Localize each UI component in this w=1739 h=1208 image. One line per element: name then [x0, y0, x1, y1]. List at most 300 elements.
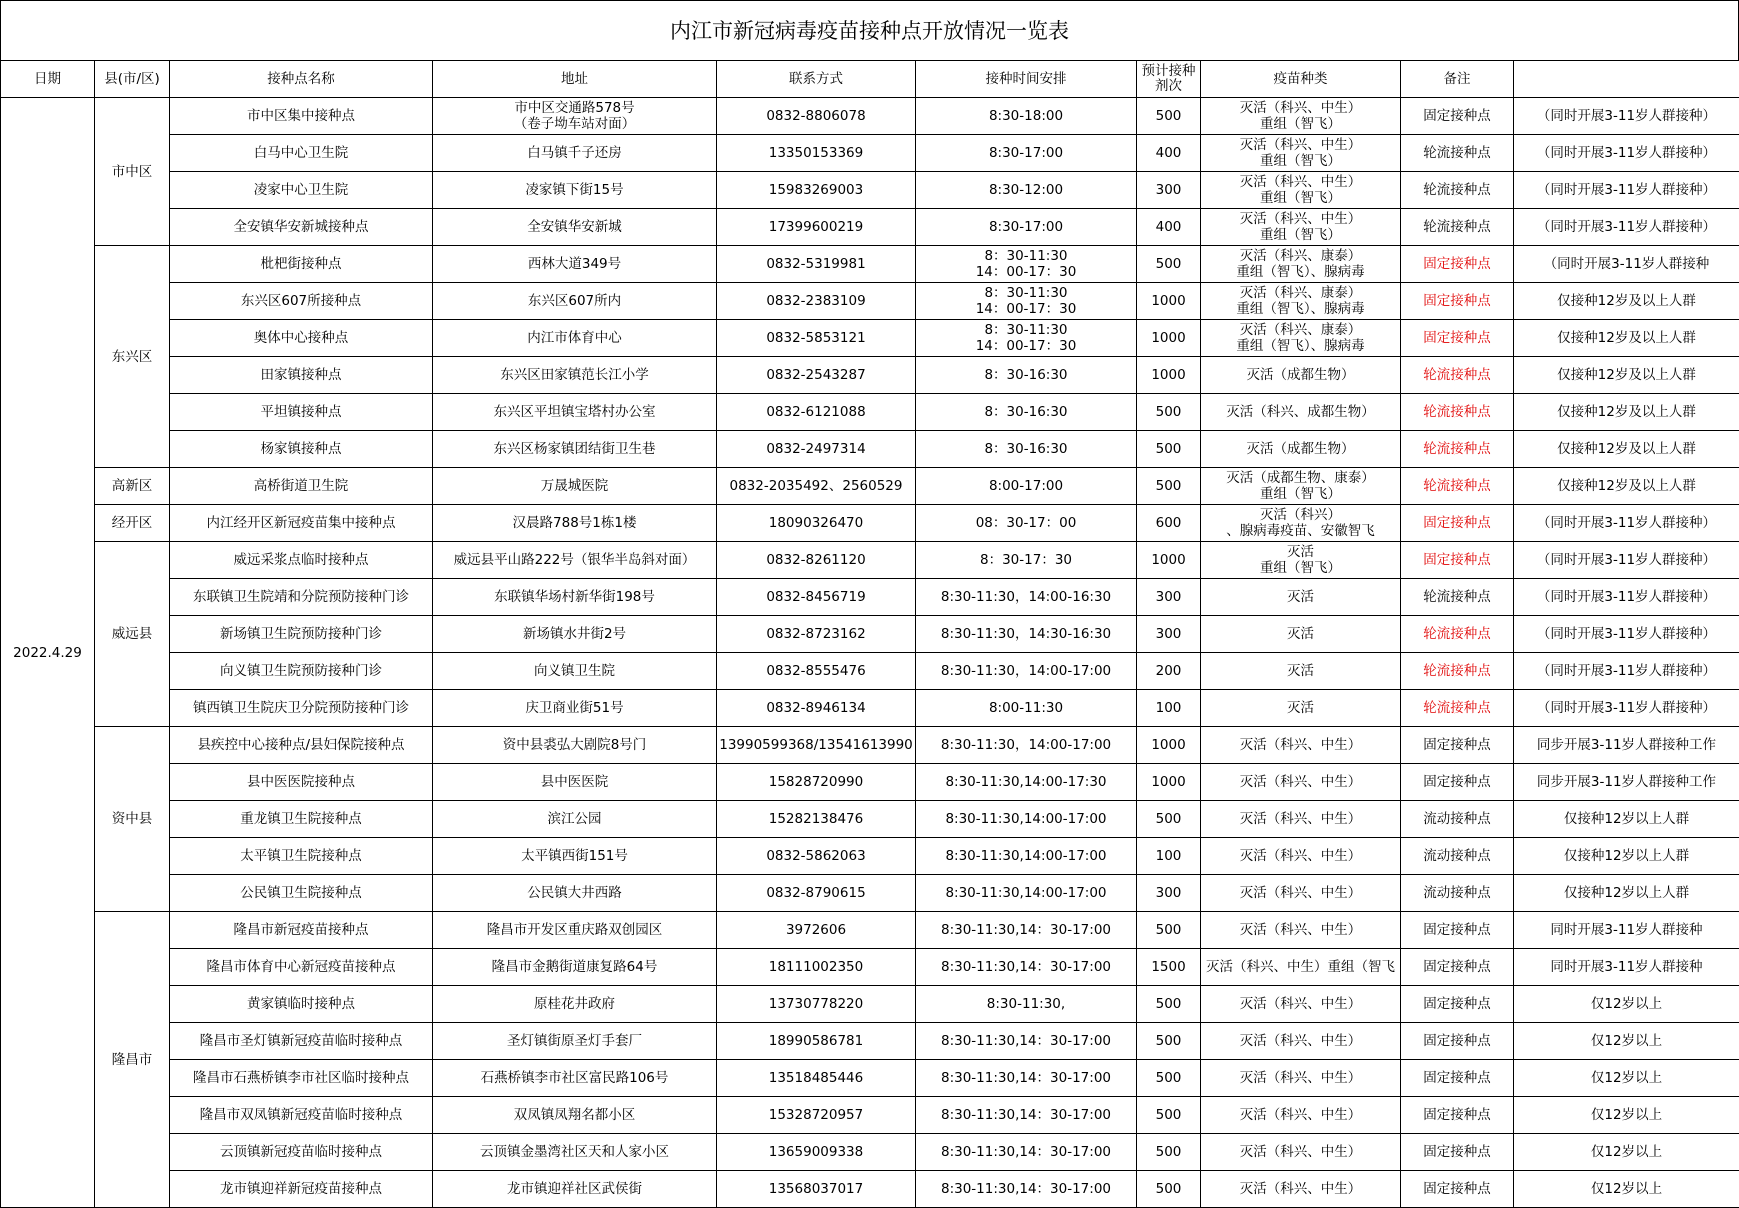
- doses-cell: 500: [1137, 468, 1201, 505]
- time-cell: [916, 505, 1137, 542]
- table-row: [1, 912, 1739, 949]
- address-cell-line: 龙市镇迎祥社区武侯街: [433, 1181, 716, 1197]
- address-cell-line: 太平镇西街151号: [433, 848, 716, 864]
- time-cell: [916, 431, 1137, 468]
- site-name-cell: 重龙镇卫生院接种点: [170, 801, 433, 838]
- address-cell-line: 隆昌市开发区重庆路双创园区: [433, 922, 716, 938]
- vaccine-cell-line: 重组（智飞）: [1201, 116, 1400, 132]
- note-cell: 仅接种12岁及以上人群: [1514, 320, 1739, 357]
- doses-cell: 500: [1137, 1023, 1201, 1060]
- time-cell: [916, 172, 1137, 209]
- site-name-cell: 龙市镇迎祥新冠疫苗接种点: [170, 1171, 433, 1208]
- address-cell-line: 万晟城医院: [433, 478, 716, 494]
- address-cell-line: 公民镇大井西路: [433, 885, 716, 901]
- note-cell: （同时开展3-11岁人群接种）: [1514, 579, 1739, 616]
- time-cell: [916, 209, 1137, 246]
- note-cell: 仅12岁以上: [1514, 1023, 1739, 1060]
- time-cell: [916, 357, 1137, 394]
- phone-cell: 18111002350: [717, 949, 916, 986]
- time-cell: [916, 653, 1137, 690]
- header-cell: 接种点名称: [170, 61, 433, 98]
- address-cell: [433, 727, 717, 764]
- address-cell-line: 东兴区607所内: [433, 293, 716, 309]
- vaccine-cell-line: 灭活（科兴、中生）: [1201, 1033, 1400, 1049]
- vaccine-cell-line: 灭活（成都生物）: [1201, 441, 1400, 457]
- address-cell-line: 汉晨路788号1栋1楼: [433, 515, 716, 531]
- time-cell: [916, 764, 1137, 801]
- time-cell-line: 8:30-11:30,14:00-17:00: [916, 811, 1136, 827]
- address-cell-line: 东兴区田家镇范长江小学: [433, 367, 716, 383]
- time-cell: [916, 394, 1137, 431]
- address-cell: [433, 986, 717, 1023]
- address-cell-line: （卷子坳车站对面）: [433, 116, 716, 132]
- table-row: [1, 690, 1739, 727]
- site-type-cell: 轮流接种点: [1401, 468, 1514, 505]
- address-cell: [433, 1023, 717, 1060]
- note-cell: 仅12岁以上: [1514, 1134, 1739, 1171]
- site-name-cell: 内江经开区新冠疫苗集中接种点: [170, 505, 433, 542]
- site-type-cell: 固定接种点: [1401, 912, 1514, 949]
- time-cell-line: 8：30-16:30: [916, 404, 1136, 420]
- time-cell-line: 8:30-11:30,14：30-17:00: [916, 1181, 1136, 1197]
- vaccine-cell: [1201, 135, 1401, 172]
- vaccine-cell-line: 灭活（成都生物）: [1201, 367, 1400, 383]
- table-row: [1, 801, 1739, 838]
- site-name-cell: 全安镇华安新城接种点: [170, 209, 433, 246]
- table-row: [1, 135, 1739, 172]
- table-row: [1, 1060, 1739, 1097]
- time-cell: [916, 283, 1137, 320]
- note-cell: 仅接种12岁及以上人群: [1514, 357, 1739, 394]
- vaccine-cell-line: 灭活（科兴、中生）: [1201, 1107, 1400, 1123]
- doses-cell: 400: [1137, 135, 1201, 172]
- address-cell: [433, 912, 717, 949]
- phone-cell: 15828720990: [717, 764, 916, 801]
- phone-cell: 0832-8261120: [717, 542, 916, 579]
- phone-cell: 0832-8555476: [717, 653, 916, 690]
- address-cell: [433, 801, 717, 838]
- time-cell-line: 8:30-11:30,14:00-17:00: [916, 885, 1136, 901]
- time-cell-line: 08：30-17：00: [916, 515, 1136, 531]
- address-cell: [433, 1060, 717, 1097]
- table-row: [1, 172, 1739, 209]
- doses-cell: 300: [1137, 172, 1201, 209]
- vaccine-cell-line: 重组（智飞）: [1201, 190, 1400, 206]
- time-cell: [916, 579, 1137, 616]
- doses-cell: 500: [1137, 1097, 1201, 1134]
- address-cell: [433, 542, 717, 579]
- vaccine-cell-line: 灭活: [1201, 544, 1400, 560]
- header-cell: 预计接种剂次: [1137, 61, 1201, 98]
- county-cell: 市中区: [95, 98, 170, 246]
- time-cell-line: 8:30-11:30，14:30-16:30: [916, 626, 1136, 642]
- time-cell: [916, 801, 1137, 838]
- table-row: [1, 505, 1739, 542]
- vaccine-cell-line: 灭活（科兴、中生）: [1201, 774, 1400, 790]
- doses-cell: 500: [1137, 431, 1201, 468]
- table-row: [1, 838, 1739, 875]
- vaccine-cell-line: 灭活（科兴、中生）: [1201, 885, 1400, 901]
- note-cell: （同时开展3-11岁人群接种）: [1514, 690, 1739, 727]
- vaccine-cell-line: 灭活（科兴、中生）: [1201, 848, 1400, 864]
- phone-cell: 18990586781: [717, 1023, 916, 1060]
- site-type-cell: 轮流接种点: [1401, 690, 1514, 727]
- time-cell-line: 14：00-17：30: [916, 301, 1136, 317]
- vaccine-cell-line: 灭活（科兴）: [1201, 507, 1400, 523]
- note-cell: （同时开展3-11岁人群接种）: [1514, 172, 1739, 209]
- address-cell: [433, 838, 717, 875]
- page-title: 内江市新冠病毒疫苗接种点开放情况一览表: [0, 0, 1739, 60]
- address-cell-line: 原桂花井政府: [433, 996, 716, 1012]
- note-cell: 仅接种12岁以上人群: [1514, 801, 1739, 838]
- site-name-cell: 市中区集中接种点: [170, 98, 433, 135]
- note-cell: 同步开展3-11岁人群接种工作: [1514, 727, 1739, 764]
- doses-cell: 1000: [1137, 542, 1201, 579]
- vaccine-cell-line: 重组（智飞）、腺病毒: [1201, 338, 1400, 354]
- note-cell: （同时开展3-11岁人群接种）: [1514, 135, 1739, 172]
- time-cell: [916, 727, 1137, 764]
- table-row: [1, 320, 1739, 357]
- address-cell-line: 新场镇水井街2号: [433, 626, 716, 642]
- address-cell-line: 东联镇华场村新华街198号: [433, 589, 716, 605]
- note-cell: （同时开展3-11岁人群接种: [1514, 246, 1739, 283]
- phone-cell: 13990599368/13541613990: [717, 727, 916, 764]
- note-cell: 同时开展3-11岁人群接种: [1514, 949, 1739, 986]
- phone-cell: 13518485446: [717, 1060, 916, 1097]
- address-cell-line: 隆昌市金鹅街道康复路64号: [433, 959, 716, 975]
- address-cell: [433, 616, 717, 653]
- note-cell: （同时开展3-11岁人群接种）: [1514, 653, 1739, 690]
- header-cell: [1514, 61, 1739, 98]
- vaccine-cell: [1201, 801, 1401, 838]
- address-cell: [433, 283, 717, 320]
- doses-cell: 1000: [1137, 764, 1201, 801]
- note-cell: 同时开展3-11岁人群接种: [1514, 912, 1739, 949]
- address-cell: [433, 653, 717, 690]
- address-cell-line: 东兴区平坦镇宝塔村办公室: [433, 404, 716, 420]
- vaccine-cell-line: 灭活（科兴、中生）: [1201, 811, 1400, 827]
- county-cell: 经开区: [95, 505, 170, 542]
- time-cell-line: 8:30-11:30,14：30-17:00: [916, 1033, 1136, 1049]
- site-name-cell: 白马中心卫生院: [170, 135, 433, 172]
- time-cell-line: 14：00-17：30: [916, 264, 1136, 280]
- vaccine-cell: [1201, 1097, 1401, 1134]
- note-cell: 仅12岁以上: [1514, 1097, 1739, 1134]
- table-row: [1, 542, 1739, 579]
- doses-cell: 300: [1137, 875, 1201, 912]
- table-row: [1, 986, 1739, 1023]
- vaccine-cell-line: 重组（智飞）: [1201, 153, 1400, 169]
- header-cell: 联系方式: [717, 61, 916, 98]
- vaccine-cell: [1201, 283, 1401, 320]
- vaccine-cell: [1201, 320, 1401, 357]
- note-cell: 仅接种12岁及以上人群: [1514, 283, 1739, 320]
- vaccine-cell: [1201, 542, 1401, 579]
- vaccine-cell: [1201, 579, 1401, 616]
- site-type-cell: 轮流接种点: [1401, 172, 1514, 209]
- time-cell-line: 8:30-11:30，14:00-17:00: [916, 737, 1136, 753]
- address-cell-line: 白马镇千子还房: [433, 145, 716, 161]
- vaccine-cell-line: 灭活: [1201, 700, 1400, 716]
- address-cell-line: 凌家镇下街15号: [433, 182, 716, 198]
- note-cell: （同时开展3-11岁人群接种）: [1514, 98, 1739, 135]
- site-type-cell: 轮流接种点: [1401, 135, 1514, 172]
- table-row: [1, 653, 1739, 690]
- vaccine-cell-line: 重组（智飞）: [1201, 560, 1400, 576]
- phone-cell: 0832-2383109: [717, 283, 916, 320]
- site-type-cell: 固定接种点: [1401, 949, 1514, 986]
- address-cell: [433, 431, 717, 468]
- table-row: [1, 949, 1739, 986]
- site-name-cell: 新场镇卫生院预防接种门诊: [170, 616, 433, 653]
- time-cell: [916, 986, 1137, 1023]
- time-cell-line: 8：30-11:30: [916, 285, 1136, 301]
- doses-cell: 100: [1137, 690, 1201, 727]
- doses-cell: 1000: [1137, 357, 1201, 394]
- header-cell: 接种时间安排: [916, 61, 1137, 98]
- time-cell: [916, 246, 1137, 283]
- doses-cell: 300: [1137, 616, 1201, 653]
- address-cell: [433, 505, 717, 542]
- time-cell-line: 8：30-17：30: [916, 552, 1136, 568]
- time-cell: [916, 1171, 1137, 1208]
- site-name-cell: 田家镇接种点: [170, 357, 433, 394]
- doses-cell: 300: [1137, 579, 1201, 616]
- vaccine-cell-line: 灭活（科兴、中生）: [1201, 1144, 1400, 1160]
- vaccine-cell: [1201, 431, 1401, 468]
- address-cell-line: 双凤镇凤翔名都小区: [433, 1107, 716, 1123]
- site-type-cell: 固定接种点: [1401, 320, 1514, 357]
- vaccine-cell-line: 灭活: [1201, 663, 1400, 679]
- time-cell: [916, 875, 1137, 912]
- time-cell-line: 8：30-11:30: [916, 248, 1136, 264]
- address-cell-line: 资中县裘弘大剧院8号门: [433, 737, 716, 753]
- table-row: [1, 431, 1739, 468]
- phone-cell: 0832-8723162: [717, 616, 916, 653]
- phone-cell: 0832-6121088: [717, 394, 916, 431]
- phone-cell: 13659009338: [717, 1134, 916, 1171]
- doses-cell: 600: [1137, 505, 1201, 542]
- vaccine-cell-line: 灭活（科兴、中生）: [1201, 1181, 1400, 1197]
- vaccine-cell-line: 重组（智飞）: [1201, 486, 1400, 502]
- time-cell-line: 8:00-11:30: [916, 700, 1136, 716]
- table-row: [1, 1171, 1739, 1208]
- doses-cell: 1500: [1137, 949, 1201, 986]
- time-cell-line: 8:30-11:30，14:00-16:30: [916, 589, 1136, 605]
- header-cell: 日期: [1, 61, 95, 98]
- site-name-cell: 杨家镇接种点: [170, 431, 433, 468]
- time-cell-line: 8：30-16:30: [916, 441, 1136, 457]
- phone-cell: 0832-8456719: [717, 579, 916, 616]
- site-name-cell: 县疾控中心接种点/县妇保院接种点: [170, 727, 433, 764]
- vaccine-cell-line: 、腺病毒疫苗、安徽智飞: [1201, 523, 1400, 539]
- time-cell-line: 8:30-11:30,14：30-17:00: [916, 1070, 1136, 1086]
- note-cell: 仅12岁以上: [1514, 1171, 1739, 1208]
- site-type-cell: 轮流接种点: [1401, 394, 1514, 431]
- table-row: [1, 209, 1739, 246]
- address-cell: [433, 98, 717, 135]
- vaccine-cell-line: 灭活（成都生物、康泰）: [1201, 470, 1400, 486]
- time-cell-line: 8:30-11:30,14:00-17:30: [916, 774, 1136, 790]
- address-cell: [433, 1171, 717, 1208]
- site-name-cell: 奥体中心接种点: [170, 320, 433, 357]
- doses-cell: 500: [1137, 986, 1201, 1023]
- vaccine-cell: [1201, 653, 1401, 690]
- site-name-cell: 隆昌市圣灯镇新冠疫苗临时接种点: [170, 1023, 433, 1060]
- time-cell: [916, 468, 1137, 505]
- table-row: [1, 468, 1739, 505]
- address-cell: [433, 949, 717, 986]
- vaccine-cell: [1201, 394, 1401, 431]
- table-row: [1, 1097, 1739, 1134]
- site-name-cell: 隆昌市石燕桥镇李市社区临时接种点: [170, 1060, 433, 1097]
- site-name-cell: 镇西镇卫生院庆卫分院预防接种门诊: [170, 690, 433, 727]
- phone-cell: 13730778220: [717, 986, 916, 1023]
- vaccine-cell-line: 灭活（科兴、成都生物）: [1201, 404, 1400, 420]
- phone-cell: 13350153369: [717, 135, 916, 172]
- phone-cell: 0832-5853121: [717, 320, 916, 357]
- time-cell-line: 8:30-11:30，14:00-17:00: [916, 663, 1136, 679]
- header-cell: 疫苗种类: [1201, 61, 1401, 98]
- header-cell: 县(市/区): [95, 61, 170, 98]
- address-cell-line: 市中区交通路578号: [433, 100, 716, 116]
- vaccine-cell-line: 重组（智飞）: [1201, 227, 1400, 243]
- address-cell: [433, 135, 717, 172]
- header-cell: 备注: [1401, 61, 1514, 98]
- county-cell: 高新区: [95, 468, 170, 505]
- site-type-cell: 轮流接种点: [1401, 653, 1514, 690]
- time-cell: [916, 1097, 1137, 1134]
- vaccine-cell: [1201, 1023, 1401, 1060]
- doses-cell: 1000: [1137, 320, 1201, 357]
- date-cell: 2022.4.29: [1, 98, 95, 1208]
- note-cell: 仅接种12岁以上人群: [1514, 875, 1739, 912]
- address-cell-line: 云顶镇金墨湾社区天和人家小区: [433, 1144, 716, 1160]
- table-row: [1, 764, 1739, 801]
- phone-cell: 0832-2497314: [717, 431, 916, 468]
- table-row: [1, 579, 1739, 616]
- time-cell: [916, 320, 1137, 357]
- site-name-cell: 威远采浆点临时接种点: [170, 542, 433, 579]
- phone-cell: 0832-5862063: [717, 838, 916, 875]
- site-type-cell: 轮流接种点: [1401, 616, 1514, 653]
- phone-cell: 0832-8946134: [717, 690, 916, 727]
- phone-cell: 0832-2543287: [717, 357, 916, 394]
- vaccine-cell: [1201, 246, 1401, 283]
- site-type-cell: 固定接种点: [1401, 505, 1514, 542]
- vaccine-cell-line: 灭活（科兴、中生）: [1201, 211, 1400, 227]
- vaccine-cell: [1201, 912, 1401, 949]
- time-cell-line: 8:30-12:00: [916, 182, 1136, 198]
- site-name-cell: 黄家镇临时接种点: [170, 986, 433, 1023]
- phone-cell: 18090326470: [717, 505, 916, 542]
- vaccine-cell-line: 灭活: [1201, 626, 1400, 642]
- vaccine-cell: [1201, 98, 1401, 135]
- site-name-cell: 高桥街道卫生院: [170, 468, 433, 505]
- vaccine-cell: [1201, 986, 1401, 1023]
- table-row: [1, 246, 1739, 283]
- site-type-cell: 固定接种点: [1401, 1134, 1514, 1171]
- time-cell: [916, 616, 1137, 653]
- note-cell: 仅接种12岁以上人群: [1514, 838, 1739, 875]
- phone-cell: 15328720957: [717, 1097, 916, 1134]
- doses-cell: 500: [1137, 246, 1201, 283]
- note-cell: （同时开展3-11岁人群接种）: [1514, 616, 1739, 653]
- vaccine-cell-line: 重组（智飞）、腺病毒: [1201, 264, 1400, 280]
- county-cell: 威远县: [95, 542, 170, 727]
- time-cell: [916, 1060, 1137, 1097]
- phone-cell: 0832-8806078: [717, 98, 916, 135]
- time-cell-line: 8:30-11:30,14:00-17:00: [916, 848, 1136, 864]
- vaccine-cell-line: 灭活（科兴、中生）: [1201, 996, 1400, 1012]
- site-name-cell: 隆昌市新冠疫苗接种点: [170, 912, 433, 949]
- time-cell-line: 8:30-11:30,14：30-17:00: [916, 922, 1136, 938]
- vaccine-cell: [1201, 616, 1401, 653]
- address-cell-line: 威远县平山路222号（银华半岛斜对面）: [433, 552, 716, 568]
- site-name-cell: 东联镇卫生院靖和分院预防接种门诊: [170, 579, 433, 616]
- site-name-cell: 太平镇卫生院接种点: [170, 838, 433, 875]
- note-cell: 仅接种12岁及以上人群: [1514, 394, 1739, 431]
- phone-cell: 0832-8790615: [717, 875, 916, 912]
- doses-cell: 500: [1137, 801, 1201, 838]
- address-cell: [433, 1097, 717, 1134]
- vaccine-cell: [1201, 209, 1401, 246]
- doses-cell: 500: [1137, 1060, 1201, 1097]
- vaccine-cell: [1201, 505, 1401, 542]
- vaccine-cell-line: 重组（智飞）、腺病毒: [1201, 301, 1400, 317]
- site-name-cell: 东兴区607所接种点: [170, 283, 433, 320]
- phone-cell: 0832-5319981: [717, 246, 916, 283]
- address-cell-line: 内江市体育中心: [433, 330, 716, 346]
- time-cell: [916, 690, 1137, 727]
- site-name-cell: 云顶镇新冠疫苗临时接种点: [170, 1134, 433, 1171]
- table-row: [1, 1023, 1739, 1060]
- county-cell: 资中县: [95, 727, 170, 912]
- vaccine-cell: [1201, 1060, 1401, 1097]
- site-type-cell: 流动接种点: [1401, 875, 1514, 912]
- time-cell-line: 8:30-11:30,14：30-17:00: [916, 1144, 1136, 1160]
- header-cell: 地址: [433, 61, 717, 98]
- site-name-cell: 平坦镇接种点: [170, 394, 433, 431]
- table-row: [1, 875, 1739, 912]
- address-cell-line: 东兴区杨家镇团结街卫生巷: [433, 441, 716, 457]
- phone-cell: 15282138476: [717, 801, 916, 838]
- time-cell-line: 8：30-11:30: [916, 322, 1136, 338]
- site-type-cell: 流动接种点: [1401, 838, 1514, 875]
- site-name-cell: 枇杷街接种点: [170, 246, 433, 283]
- doses-cell: 500: [1137, 98, 1201, 135]
- vaccine-cell: [1201, 764, 1401, 801]
- time-cell: [916, 1023, 1137, 1060]
- phone-cell: 0832-2035492、2560529: [717, 468, 916, 505]
- note-cell: （同时开展3-11岁人群接种）: [1514, 505, 1739, 542]
- vaccine-cell-line: 灭活（科兴、康泰）: [1201, 322, 1400, 338]
- site-name-cell: 公民镇卫生院接种点: [170, 875, 433, 912]
- site-name-cell: 隆昌市双凤镇新冠疫苗临时接种点: [170, 1097, 433, 1134]
- table-row: [1, 727, 1739, 764]
- doses-cell: 1000: [1137, 283, 1201, 320]
- site-type-cell: 固定接种点: [1401, 727, 1514, 764]
- vaccine-cell-line: 灭活: [1201, 589, 1400, 605]
- time-cell-line: 8:30-11:30,14：30-17:00: [916, 959, 1136, 975]
- address-cell: [433, 320, 717, 357]
- note-cell: 仅接种12岁及以上人群: [1514, 468, 1739, 505]
- site-type-cell: 轮流接种点: [1401, 209, 1514, 246]
- header-row: [1, 61, 1739, 98]
- doses-cell: 500: [1137, 394, 1201, 431]
- time-cell-line: 8:00-17:00: [916, 478, 1136, 494]
- table-row: [1, 283, 1739, 320]
